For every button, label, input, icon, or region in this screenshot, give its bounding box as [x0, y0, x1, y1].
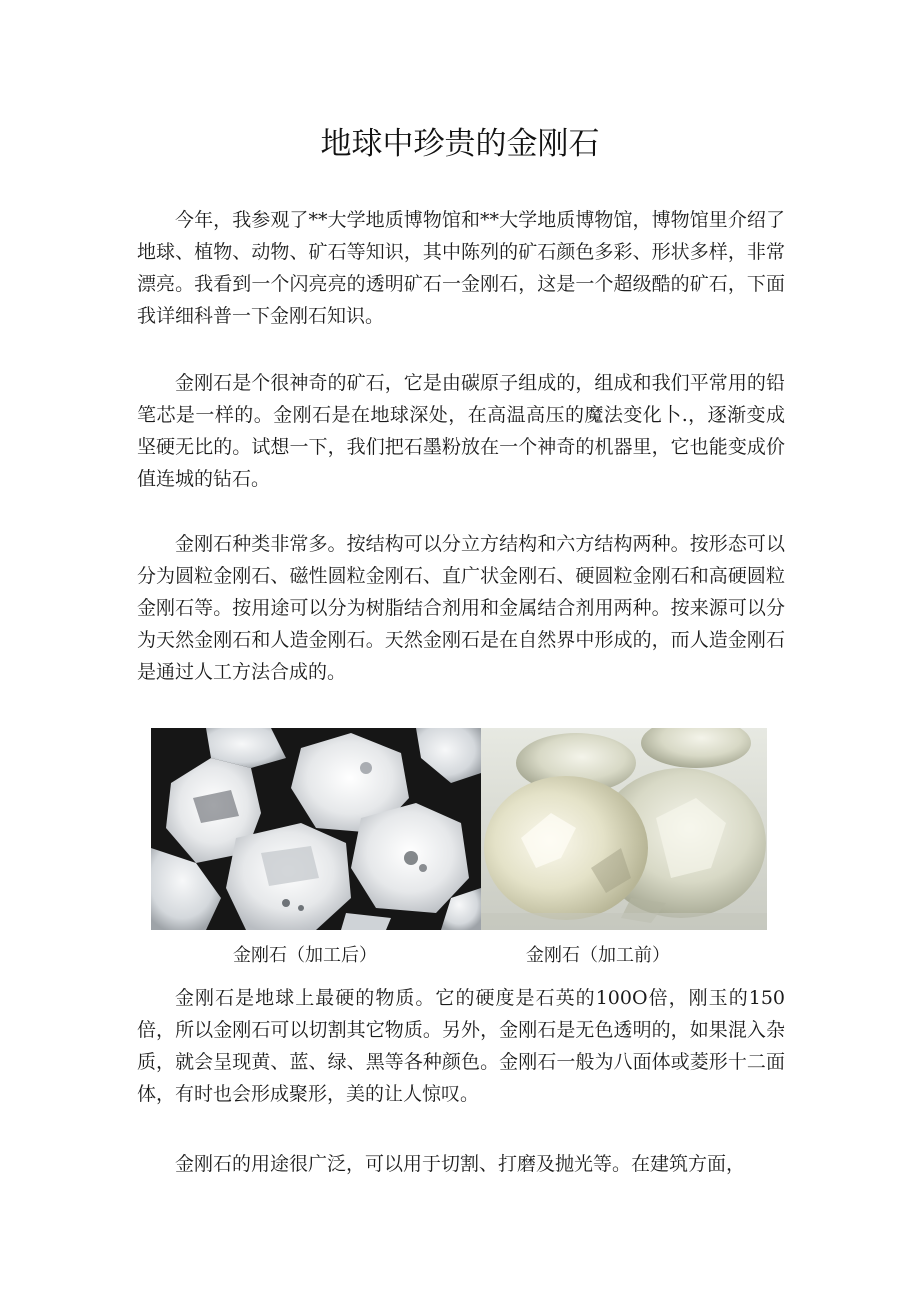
paragraph-uses: 金刚石的用途很广泛，可以用于切割、打磨及抛光等。在建筑方面，	[175, 1153, 746, 1175]
paragraph-intro: 今年，我参观了**大学地质博物馆和**大学地质博物馆，博物馆里介绍了地球、植物、动物、矿石等知识，其中陈列的矿石颜色多彩、形状多样，非常漂亮。我看到一个闪亮亮的透明矿石一金刚石，这是一个超级酷的矿石，下面我详细科普一下金刚石知识。	[137, 209, 785, 327]
diamond-photos	[151, 728, 767, 930]
paragraph-types: 金刚石种类非常多。按结构可以分立方结构和六方结构两种。按形态可以分为圆粒金刚石、磁性圆粒金刚石、直广状金刚石、硬圆粒金刚石和高硬圆粒金刚石等。按用途可以分为树脂结合剂用和金属结合剂用两种。按来源可以分为天然金刚石和人造金刚石。天然金刚石是在自然界中形成的，而人造金刚石是通过人工方法合成的。	[137, 533, 785, 683]
figure-caption-processed: 金刚石（加工后）	[233, 945, 377, 966]
paragraph-composition: 金刚石是个很神奇的矿石，它是由碳原子组成的，组成和我们平常用的铅笔芯是一样的。金刚石是在地球深处，在高温高压的魔法变化卜.，逐渐变成坚硬无比的。试想一下，我们把石墨粉放在一个神奇的机器里，它也能变成价值连城的钻石。	[137, 372, 785, 490]
figure-caption-raw: 金刚石（加工前）	[526, 945, 670, 966]
page-title: 地球中珍贵的金刚石	[320, 126, 600, 162]
processed-diamond-photo	[151, 728, 481, 930]
raw-diamond-photo	[481, 728, 767, 930]
paragraph-hardness: 金刚石是地球上最硬的物质。它的硬度是石英的100O倍，刚玉的150倍，所以金刚石可以切割其它物质。另外，金刚石是无色透明的，如果混入杂质，就会呈现黄、蓝、绿、黑等各种颜色。金刚石一般为八面体或菱形十二面体，有时也会形成聚形，美的让人惊叹。	[137, 987, 785, 1105]
